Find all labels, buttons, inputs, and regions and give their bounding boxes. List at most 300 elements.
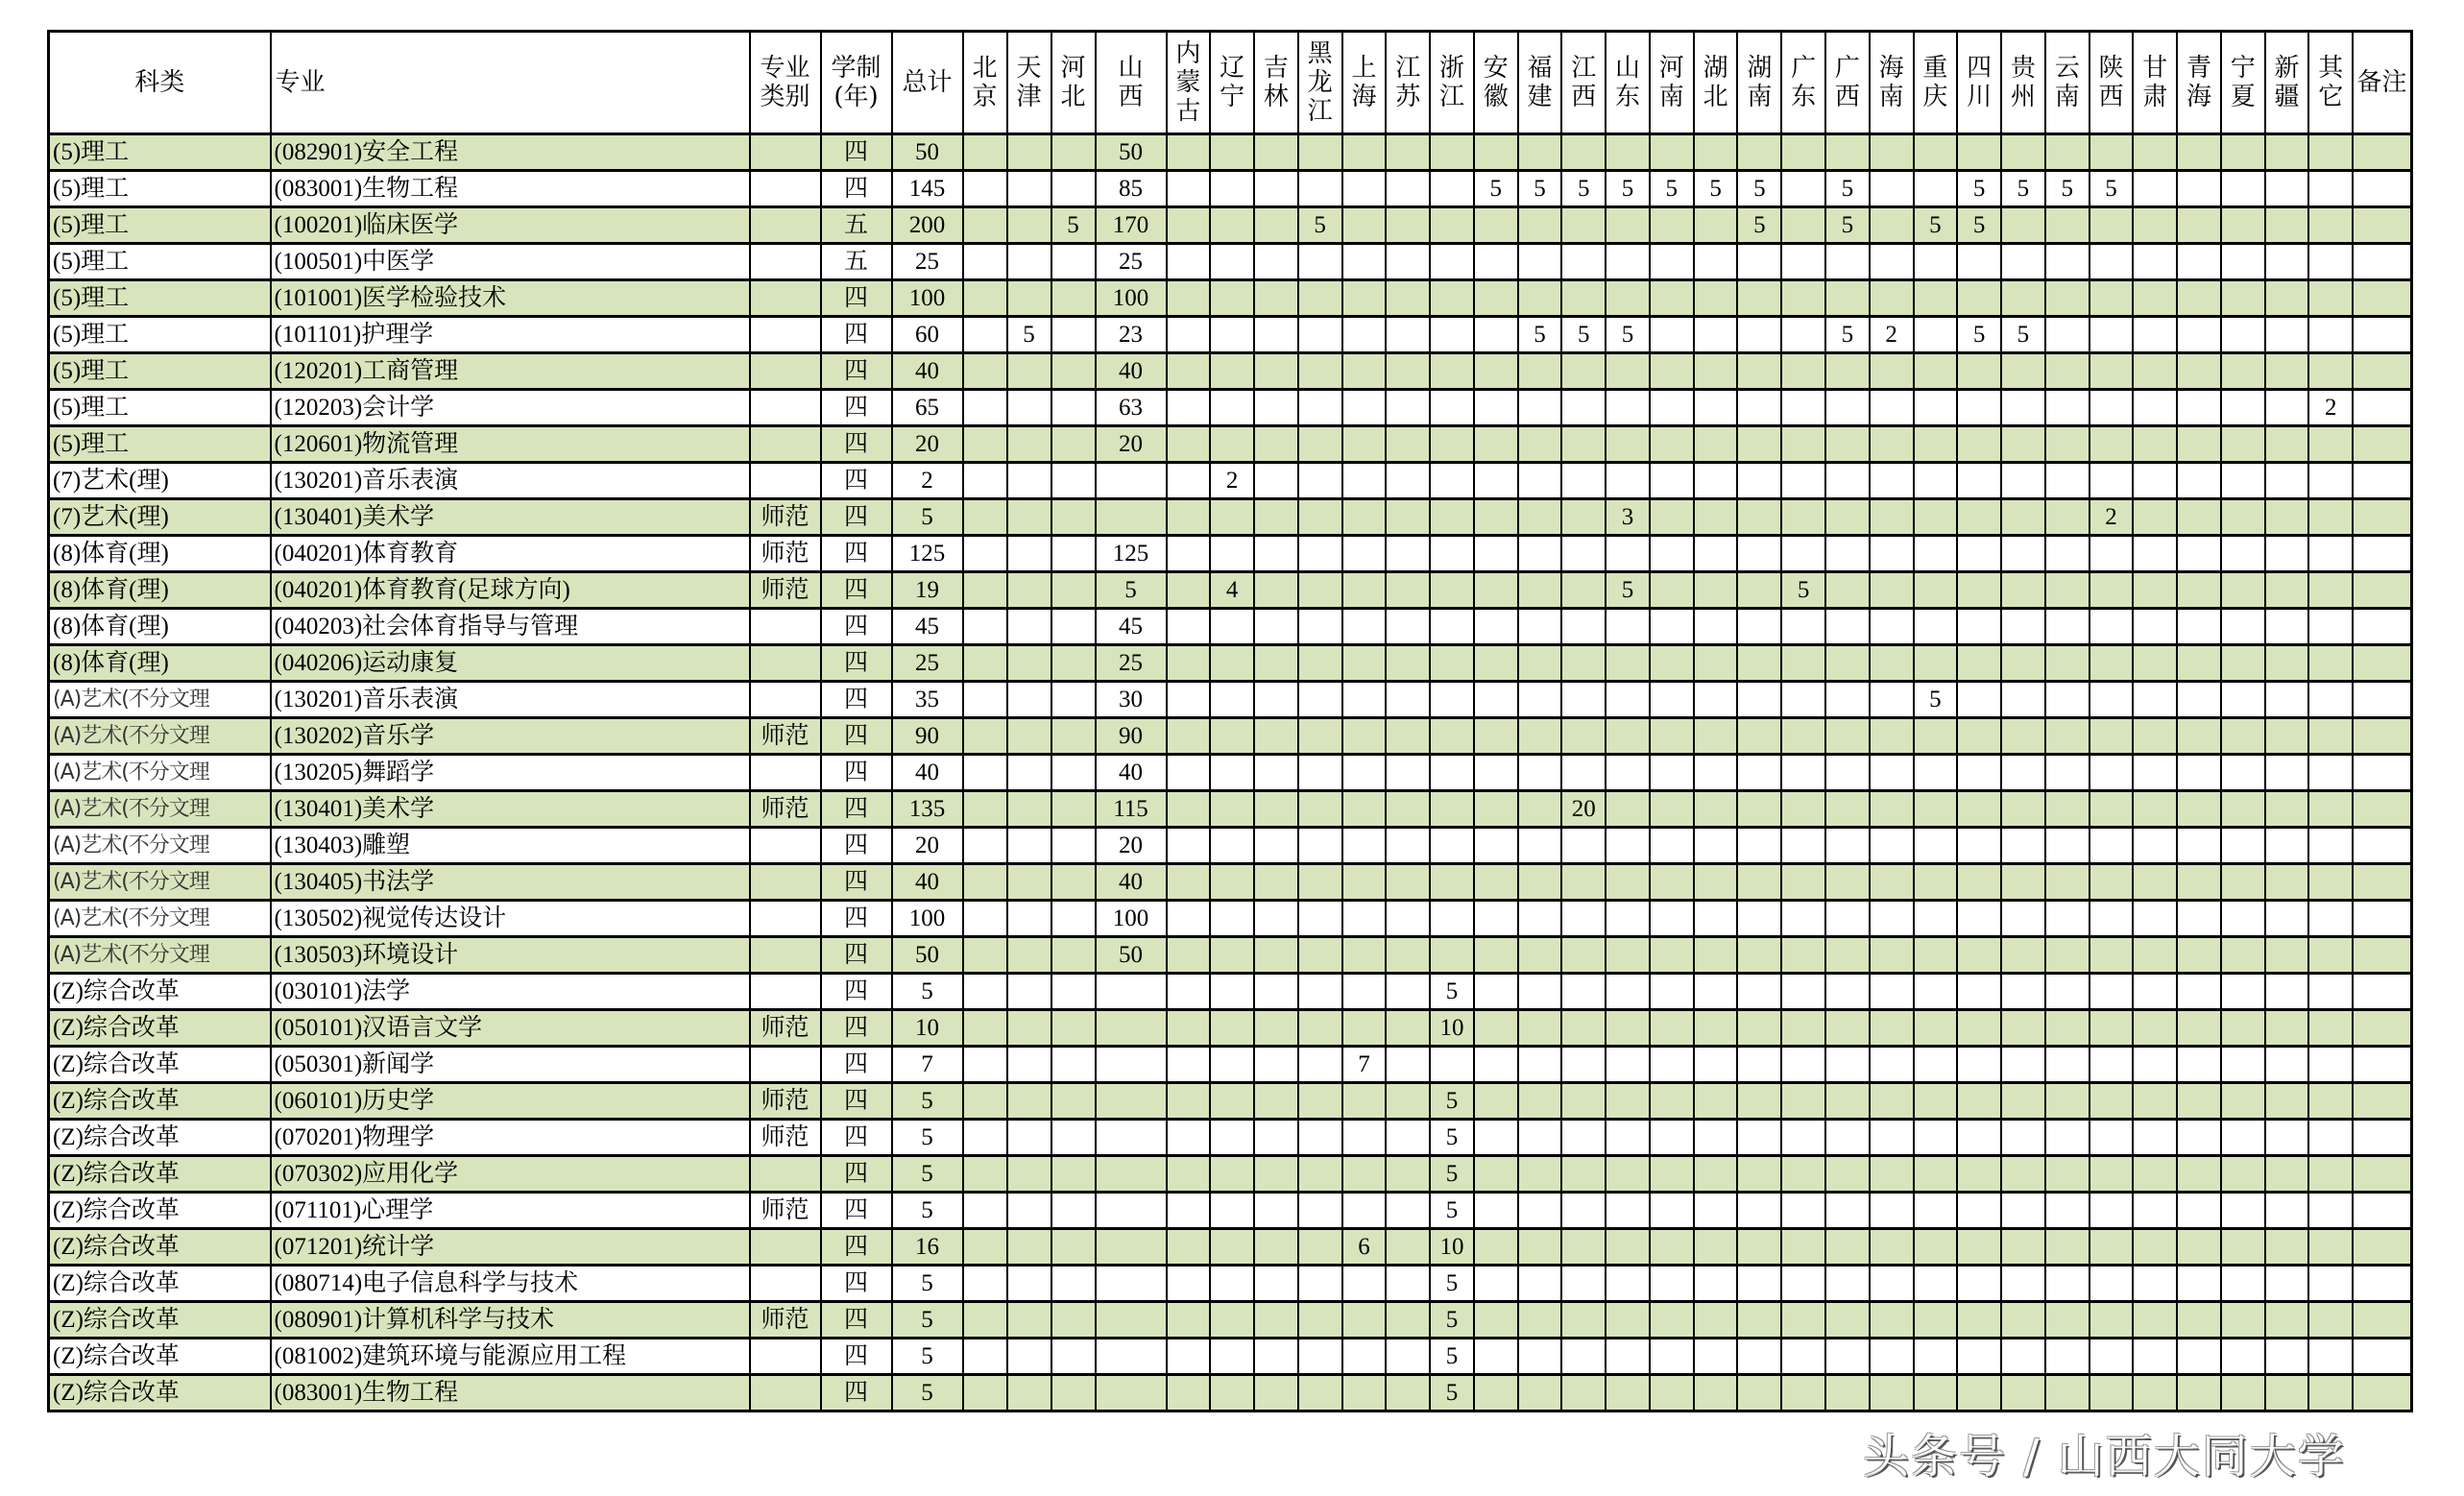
cell-major: (050101)汉语言文学 [271, 1010, 750, 1047]
cell-province-count [1386, 718, 1430, 755]
cell-category: (Z)综合改革 [49, 1302, 271, 1339]
cell-province-count [1737, 901, 1781, 937]
cell-province-count [2133, 682, 2177, 718]
cell-major: (070201)物理学 [271, 1120, 750, 1156]
cell-province-count [2265, 1047, 2309, 1083]
cell-province-count [963, 1229, 1007, 1266]
cell-major-type [750, 1229, 821, 1266]
table-row [49, 937, 2412, 974]
cell-major-type: 师范 [750, 1083, 821, 1120]
cell-province-count [1561, 134, 1606, 171]
cell-duration: 四 [821, 280, 892, 317]
cell-province-count [1430, 207, 1474, 244]
cell-category: (Z)综合改革 [49, 1156, 271, 1193]
cell-province-count [2090, 134, 2134, 171]
cell-remarks [2353, 1193, 2411, 1229]
cell-remarks [2353, 499, 2411, 536]
cell-remarks [2353, 134, 2411, 171]
cell-province-count [1561, 864, 1606, 901]
cell-province-count [1781, 1339, 1825, 1375]
cell-total: 40 [892, 864, 963, 901]
cell-duration: 四 [821, 718, 892, 755]
cell-province-count [1737, 244, 1781, 280]
cell-category: (8)体育(理) [49, 645, 271, 682]
cell-province-count [1430, 536, 1474, 572]
cell-province-count [2265, 1083, 2309, 1120]
cell-province-count [1825, 609, 1870, 645]
cell-province-count [1650, 1302, 1694, 1339]
cell-province-count [1606, 244, 1650, 280]
cell-province-count [1694, 645, 1738, 682]
header-major-type-label: 专业类别 [760, 54, 810, 111]
cell-province-count: 5 [1518, 317, 1562, 353]
cell-province-count [1737, 280, 1781, 317]
cell-province-count [1386, 609, 1430, 645]
cell-province-count [1210, 1010, 1254, 1047]
table-row [49, 134, 2412, 171]
header-province [1342, 32, 1387, 134]
cell-province-count [2221, 828, 2265, 864]
cell-province-count [1518, 791, 1562, 828]
header-province [1694, 32, 1738, 134]
cell-province-count [1210, 718, 1254, 755]
cell-province-count [1518, 1083, 1562, 1120]
cell-province-count [1870, 755, 1914, 791]
cell-province-count [1167, 682, 1211, 718]
cell-province-count [1051, 353, 1096, 390]
cell-province-count [1870, 1229, 1914, 1266]
cell-category: (8)体育(理) [49, 609, 271, 645]
cell-province-count [1606, 1047, 1650, 1083]
cell-major: (071201)统计学 [271, 1229, 750, 1266]
cell-province-count [1781, 499, 1825, 536]
header-province [1210, 32, 1254, 134]
cell-province-count [2221, 1302, 2265, 1339]
cell-province-count [1298, 937, 1342, 974]
cell-province-count [1007, 1266, 1051, 1302]
cell-province-count [1957, 1375, 2001, 1412]
cell-province-count [1737, 974, 1781, 1010]
cell-province-count [1957, 572, 2001, 609]
cell-province-count [1606, 207, 1650, 244]
cell-total: 35 [892, 682, 963, 718]
cell-province-count [1051, 1339, 1096, 1375]
cell-province-count [1298, 1375, 1342, 1412]
cell-province-count [1386, 244, 1430, 280]
cell-province-count [2133, 1229, 2177, 1266]
cell-major-type: 师范 [750, 536, 821, 572]
cell-province-count [2177, 390, 2221, 426]
cell-duration: 四 [821, 1083, 892, 1120]
cell-province-count [1561, 755, 1606, 791]
cell-province-count [1298, 1156, 1342, 1193]
cell-province-count [1518, 718, 1562, 755]
cell-province-count [2133, 536, 2177, 572]
cell-province-count [2308, 499, 2353, 536]
cell-province-count [1386, 937, 1430, 974]
cell-province-count [2177, 207, 2221, 244]
cell-province-count: 2 [2090, 499, 2134, 536]
cell-province-count [1254, 171, 1298, 207]
cell-province-count [1518, 1302, 1562, 1339]
cell-province-count [1254, 207, 1298, 244]
cell-major-type [750, 828, 821, 864]
cell-province-count [963, 317, 1007, 353]
cell-province-count [1474, 974, 1518, 1010]
cell-province-count [1210, 134, 1254, 171]
cell-category: (A)艺术(不分文理 [49, 828, 271, 864]
cell-province-count [1051, 1156, 1096, 1193]
cell-province-count [1606, 645, 1650, 682]
cell-province-count [963, 609, 1007, 645]
cell-total: 5 [892, 1266, 963, 1302]
cell-major-type [750, 1156, 821, 1193]
cell-province-count [1870, 645, 1914, 682]
cell-province-count [1096, 463, 1167, 499]
cell-province-count [963, 755, 1007, 791]
cell-province-count [1650, 244, 1694, 280]
cell-province-count [1694, 244, 1738, 280]
cell-province-count [1825, 1047, 1870, 1083]
cell-province-count [1870, 901, 1914, 937]
cell-duration: 四 [821, 1339, 892, 1375]
cell-province-count [1474, 1083, 1518, 1120]
cell-province-count [1386, 1375, 1430, 1412]
cell-province-count [1430, 755, 1474, 791]
cell-province-count [1474, 134, 1518, 171]
cell-province-count [2177, 1120, 2221, 1156]
cell-province-count [1694, 1266, 1738, 1302]
header-province-label: 北京 [972, 54, 998, 111]
cell-province-count: 4 [1210, 572, 1254, 609]
cell-major: (130405)书法学 [271, 864, 750, 901]
cell-category: (Z)综合改革 [49, 1083, 271, 1120]
cell-province-count [2045, 1120, 2090, 1156]
cell-province-count [1737, 1302, 1781, 1339]
cell-province-count [2221, 1339, 2265, 1375]
cell-province-count [1518, 536, 1562, 572]
cell-province-count [1561, 280, 1606, 317]
cell-province-count [1781, 1083, 1825, 1120]
table-row [49, 1375, 2412, 1412]
cell-province-count [1254, 682, 1298, 718]
cell-province-count [1298, 682, 1342, 718]
cell-province-count: 5 [2001, 317, 2045, 353]
cell-province-count [1606, 755, 1650, 791]
cell-province-count [963, 1339, 1007, 1375]
cell-province-count: 45 [1096, 609, 1167, 645]
header-province [2001, 32, 2045, 134]
cell-province-count [1825, 682, 1870, 718]
cell-province-count: 6 [1342, 1229, 1387, 1266]
cell-province-count [2177, 499, 2221, 536]
cell-province-count [963, 718, 1007, 755]
cell-province-count [2045, 426, 2090, 463]
cell-province-count [1386, 1120, 1430, 1156]
cell-province-count [2265, 1339, 2309, 1375]
cell-major-type [750, 317, 821, 353]
cell-province-count [2001, 1339, 2045, 1375]
cell-duration: 四 [821, 901, 892, 937]
cell-province-count [963, 536, 1007, 572]
cell-province-count [1518, 974, 1562, 1010]
cell-province-count [2308, 682, 2353, 718]
cell-remarks [2353, 280, 2411, 317]
cell-province-count: 5 [1474, 171, 1518, 207]
cell-province-count [1474, 1193, 1518, 1229]
header-province [2133, 32, 2177, 134]
cell-duration: 五 [821, 244, 892, 280]
cell-province-count [1298, 1010, 1342, 1047]
header-province-label: 广西 [1834, 54, 1860, 111]
cell-province-count [1957, 1010, 2001, 1047]
table-row [49, 463, 2412, 499]
cell-province-count [2177, 244, 2221, 280]
cell-province-count: 5 [1957, 317, 2001, 353]
cell-major: (030101)法学 [271, 974, 750, 1010]
cell-remarks [2353, 572, 2411, 609]
cell-province-count: 50 [1096, 134, 1167, 171]
cell-province-count [1825, 974, 1870, 1010]
cell-province-count [1914, 1193, 1958, 1229]
cell-province-count [1342, 1010, 1387, 1047]
cell-province-count [1051, 828, 1096, 864]
cell-province-count [2221, 864, 2265, 901]
cell-province-count [2045, 828, 2090, 864]
cell-province-count [1210, 1193, 1254, 1229]
cell-major-type [750, 755, 821, 791]
cell-province-count [2308, 645, 2353, 682]
cell-province-count [1694, 937, 1738, 974]
cell-province-count [1342, 499, 1387, 536]
cell-province-count [2133, 1120, 2177, 1156]
cell-category: (Z)综合改革 [49, 1193, 271, 1229]
cell-category: (Z)综合改革 [49, 1229, 271, 1266]
cell-province-count [1096, 1083, 1167, 1120]
cell-province-count: 5 [1825, 317, 1870, 353]
cell-province-count [2308, 901, 2353, 937]
cell-province-count [1210, 280, 1254, 317]
cell-province-count [2001, 536, 2045, 572]
cell-major: (081002)建筑环境与能源应用工程 [271, 1339, 750, 1375]
cell-province-count [1474, 609, 1518, 645]
cell-province-count [1210, 901, 1254, 937]
cell-province-count [2221, 1010, 2265, 1047]
cell-province-count [2090, 244, 2134, 280]
cell-province-count [1870, 1302, 1914, 1339]
cell-province-count [2221, 280, 2265, 317]
cell-province-count [1342, 718, 1387, 755]
cell-province-count [2265, 1302, 2309, 1339]
cell-total: 50 [892, 134, 963, 171]
cell-province-count [1650, 1375, 1694, 1412]
cell-province-count [1914, 609, 1958, 645]
cell-province-count [1606, 536, 1650, 572]
cell-province-count [1518, 755, 1562, 791]
cell-province-count [2090, 1302, 2134, 1339]
cell-province-count [2308, 937, 2353, 974]
cell-province-count [1386, 463, 1430, 499]
cell-province-count [1737, 536, 1781, 572]
cell-duration: 四 [821, 864, 892, 901]
cell-province-count [2265, 1266, 2309, 1302]
table-row [49, 1193, 2412, 1229]
cell-duration: 四 [821, 937, 892, 974]
cell-total: 50 [892, 937, 963, 974]
cell-province-count [1007, 937, 1051, 974]
cell-province-count [1007, 353, 1051, 390]
cell-province-count [2090, 864, 2134, 901]
cell-province-count [1474, 317, 1518, 353]
cell-province-count [2090, 1047, 2134, 1083]
cell-province-count [1342, 864, 1387, 901]
cell-province-count [2177, 974, 2221, 1010]
cell-province-count [2221, 499, 2265, 536]
header-province [2045, 32, 2090, 134]
cell-province-count [2221, 937, 2265, 974]
cell-province-count [1518, 572, 1562, 609]
cell-province-count [1650, 207, 1694, 244]
cell-province-count [2177, 572, 2221, 609]
cell-province-count [1518, 134, 1562, 171]
cell-province-count [963, 1302, 1007, 1339]
cell-province-count [1518, 1266, 1562, 1302]
cell-province-count [2090, 791, 2134, 828]
cell-province-count [1210, 645, 1254, 682]
cell-province-count [1737, 1083, 1781, 1120]
cell-province-count [1561, 499, 1606, 536]
cell-province-count [1254, 1302, 1298, 1339]
cell-province-count [2221, 426, 2265, 463]
cell-province-count [2001, 1047, 2045, 1083]
cell-province-count [2045, 572, 2090, 609]
cell-province-count [1474, 244, 1518, 280]
cell-province-count [1650, 974, 1694, 1010]
cell-total: 5 [892, 1339, 963, 1375]
cell-province-count [1694, 828, 1738, 864]
cell-province-count [1650, 317, 1694, 353]
cell-province-count [1298, 645, 1342, 682]
header-province-label: 河南 [1658, 54, 1684, 111]
cell-province-count [1051, 499, 1096, 536]
cell-province-count [2308, 718, 2353, 755]
cell-province-count [1650, 1120, 1694, 1156]
cell-province-count [1606, 791, 1650, 828]
cell-province-count [1561, 390, 1606, 426]
cell-province-count [1167, 572, 1211, 609]
cell-duration: 四 [821, 572, 892, 609]
cell-province-count [2308, 134, 2353, 171]
cell-province-count [1051, 463, 1096, 499]
cell-province-count [2090, 1375, 2134, 1412]
cell-province-count [1474, 536, 1518, 572]
cell-province-count [1561, 645, 1606, 682]
cell-province-count [2090, 463, 2134, 499]
cell-province-count [1342, 791, 1387, 828]
cell-province-count [1254, 1083, 1298, 1120]
cell-province-count [1342, 1156, 1387, 1193]
cell-major-type [750, 864, 821, 901]
cell-province-count [1870, 937, 1914, 974]
cell-province-count: 5 [1298, 207, 1342, 244]
cell-province-count: 5 [1606, 572, 1650, 609]
cell-remarks [2353, 1156, 2411, 1193]
cell-province-count [1957, 682, 2001, 718]
cell-province-count [1518, 244, 1562, 280]
cell-category: (5)理工 [49, 134, 271, 171]
cell-province-count [1298, 974, 1342, 1010]
cell-total: 19 [892, 572, 963, 609]
cell-province-count [1561, 901, 1606, 937]
cell-remarks [2353, 718, 2411, 755]
cell-category: (7)艺术(理) [49, 463, 271, 499]
cell-province-count: 5 [1914, 207, 1958, 244]
cell-province-count: 5 [1694, 171, 1738, 207]
cell-province-count [1007, 390, 1051, 426]
cell-province-count [2001, 280, 2045, 317]
cell-province-count [1650, 864, 1694, 901]
cell-province-count [1096, 1375, 1167, 1412]
header-province [1430, 32, 1474, 134]
cell-major: (050301)新闻学 [271, 1047, 750, 1083]
cell-province-count [1957, 390, 2001, 426]
cell-province-count [1051, 317, 1096, 353]
cell-province-count [2045, 536, 2090, 572]
cell-province-count [2090, 755, 2134, 791]
cell-province-count [1096, 974, 1167, 1010]
cell-province-count [1825, 280, 1870, 317]
cell-province-count [1430, 1047, 1474, 1083]
header-province [1167, 32, 1211, 134]
cell-province-count [1561, 1156, 1606, 1193]
cell-province-count [1298, 280, 1342, 317]
cell-province-count [1518, 390, 1562, 426]
cell-province-count [2265, 207, 2309, 244]
table-row [49, 207, 2412, 244]
cell-province-count [1914, 1047, 1958, 1083]
cell-province-count [1430, 171, 1474, 207]
cell-province-count [1051, 1266, 1096, 1302]
cell-province-count [1007, 207, 1051, 244]
cell-province-count [1474, 426, 1518, 463]
cell-province-count: 5 [1561, 317, 1606, 353]
cell-province-count [1914, 1266, 1958, 1302]
cell-province-count [2265, 390, 2309, 426]
cell-province-count [2308, 1083, 2353, 1120]
cell-province-count [2221, 609, 2265, 645]
cell-province-count [2001, 609, 2045, 645]
table-row [49, 280, 2412, 317]
watermark: 头条号 / 山西大同大学 [1863, 1430, 2346, 1484]
header-major: 专业 [271, 32, 750, 134]
cell-province-count [1825, 499, 1870, 536]
cell-province-count [1781, 1302, 1825, 1339]
cell-province-count [1518, 1047, 1562, 1083]
header-province [1518, 32, 1562, 134]
header-province-label: 贵州 [2010, 54, 2036, 111]
cell-province-count [1825, 1266, 1870, 1302]
cell-province-count [1386, 645, 1430, 682]
cell-province-count [1474, 682, 1518, 718]
cell-duration: 四 [821, 755, 892, 791]
cell-category: (5)理工 [49, 317, 271, 353]
cell-province-count [1386, 171, 1430, 207]
cell-province-count [963, 974, 1007, 1010]
table-row [49, 1339, 2412, 1375]
cell-province-count [963, 426, 1007, 463]
cell-province-count [1825, 1339, 1870, 1375]
cell-province-count [1210, 1375, 1254, 1412]
